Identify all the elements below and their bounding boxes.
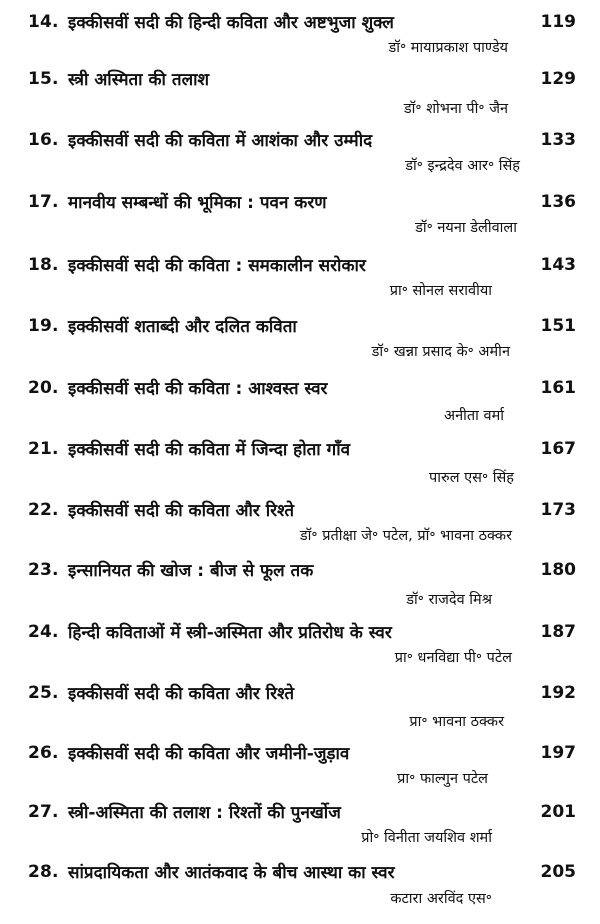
entry-page-number: 136: [540, 192, 576, 212]
entry-title: इक्कीसवीं शताब्दी और दलित कविता: [68, 317, 297, 337]
toc-entry: [0, 376, 600, 433]
toc-entry: [0, 253, 600, 310]
toc-entry: [0, 741, 600, 798]
entry-number: 15.: [28, 69, 59, 89]
entry-title: स्त्री अस्मिता की तलाश: [68, 70, 210, 90]
entry-title: हिन्दी कविताओं में स्त्री-अस्मिता और प्रतिरोध के स्वर: [68, 623, 392, 643]
toc-entry: [0, 67, 600, 124]
entry-number: 20.: [28, 378, 59, 398]
entry-number: 21.: [28, 439, 59, 459]
entry-page-number: 197: [540, 743, 576, 763]
entry-author: डॉ॰ राजदेव मिश्र: [406, 592, 492, 608]
entry-author: प्रा॰ सोनल सरावीया: [389, 283, 492, 299]
entry-title: इक्कीसवीं सदी की कविता और जमीनी-जुड़ाव: [68, 744, 350, 764]
entry-title: इक्कीसवीं सदी की कविता : आश्वस्त स्वर: [68, 379, 328, 399]
entry-author: प्रा॰ धनविद्या पी॰ पटेल: [394, 650, 512, 666]
entry-title: मानवीय सम्बन्धों की भूमिका : पवन करण: [68, 193, 327, 213]
entry-author: डॉ॰ शोभना पी॰ जैन: [403, 101, 508, 117]
entry-number: 14.: [28, 12, 59, 32]
entry-title: इक्कीसवीं सदी की कविता : समकालीन सरोकार: [68, 256, 366, 276]
entry-title: इक्कीसवीं सदी की कविता और रिश्ते: [68, 684, 295, 704]
toc-entry: [0, 498, 600, 555]
entry-author: कटारा अरविंद एस॰: [390, 891, 492, 907]
entry-number: 16.: [28, 130, 59, 150]
entry-number: 22.: [28, 500, 59, 520]
entry-page-number: 129: [540, 69, 576, 89]
entry-page-number: 151: [540, 316, 576, 336]
toc-entry: [0, 681, 600, 738]
entry-author: अनीता वर्मा: [444, 408, 504, 424]
entry-number: 17.: [28, 192, 59, 212]
entry-title: इक्कीसवीं सदी की कविता में जिन्दा होता गाँव: [68, 440, 351, 460]
entry-author: डॉ॰ इन्द्रदेव आर॰ सिंह: [405, 158, 520, 174]
entry-number: 28.: [28, 862, 59, 882]
entry-page-number: 180: [540, 560, 576, 580]
entry-title: इन्सानियत की खोज : बीज से फूल तक: [68, 561, 314, 581]
toc-entry: [0, 620, 600, 677]
entry-title: इक्कीसवीं सदी की हिन्दी कविता और अष्टभुजा शुक्ल: [68, 13, 394, 33]
entry-page-number: 119: [540, 12, 576, 32]
entry-title: सांप्रदायिकता और आतंकवाद के बीच आस्था का स्वर: [68, 863, 395, 883]
entry-author: डॉ॰ मायाप्रकाश पाण्डेय: [388, 40, 508, 56]
entry-author: प्रा॰ भावना ठक्कर: [409, 714, 504, 730]
entry-page-number: 205: [540, 862, 576, 882]
entry-title: इक्कीसवीं सदी की कविता और रिश्ते: [68, 501, 295, 521]
entry-page-number: 167: [540, 439, 576, 459]
entry-title: इक्कीसवीं सदी की कविता में आशंका और उम्मीद: [68, 131, 373, 151]
toc-entry: [0, 10, 600, 67]
toc-entry: [0, 314, 600, 371]
entry-page-number: 173: [540, 500, 576, 520]
entry-number: 26.: [28, 743, 59, 763]
entry-number: 25.: [28, 683, 59, 703]
entry-number: 19.: [28, 316, 59, 336]
toc-entry: [0, 860, 600, 917]
toc-entry: [0, 128, 600, 185]
entry-page-number: 192: [540, 683, 576, 703]
entry-number: 18.: [28, 255, 59, 275]
entry-author: डॉ॰ नयना डेलीवाला: [415, 220, 517, 236]
entry-author: प्रा॰ फाल्गुन पटेल: [397, 771, 488, 787]
entry-page-number: 161: [540, 378, 576, 398]
entry-title: स्त्री-अस्मिता की तलाश : रिश्तों की पुनर्खोज: [68, 803, 341, 823]
toc-entry: [0, 190, 600, 247]
entry-page-number: 143: [540, 255, 576, 275]
entry-author: पारुल एस॰ सिंह: [429, 470, 514, 486]
entry-number: 27.: [28, 802, 59, 822]
entry-number: 23.: [28, 560, 59, 580]
entry-number: 24.: [28, 622, 59, 642]
entry-author: डॉ॰ खन्ना प्रसाद के॰ अमीन: [371, 344, 510, 360]
toc-entry: [0, 558, 600, 615]
toc-entry: [0, 437, 600, 494]
entry-page-number: 187: [540, 622, 576, 642]
entry-author: डॉ॰ प्रतीक्षा जे॰ पटेल, प्रॉ॰ भावना ठक्कर: [299, 528, 512, 544]
entry-author: प्रो॰ विनीता जयशिव शर्मा: [361, 830, 492, 846]
entry-page-number: 133: [540, 130, 576, 150]
toc-entry: [0, 800, 600, 857]
entry-page-number: 201: [540, 802, 576, 822]
